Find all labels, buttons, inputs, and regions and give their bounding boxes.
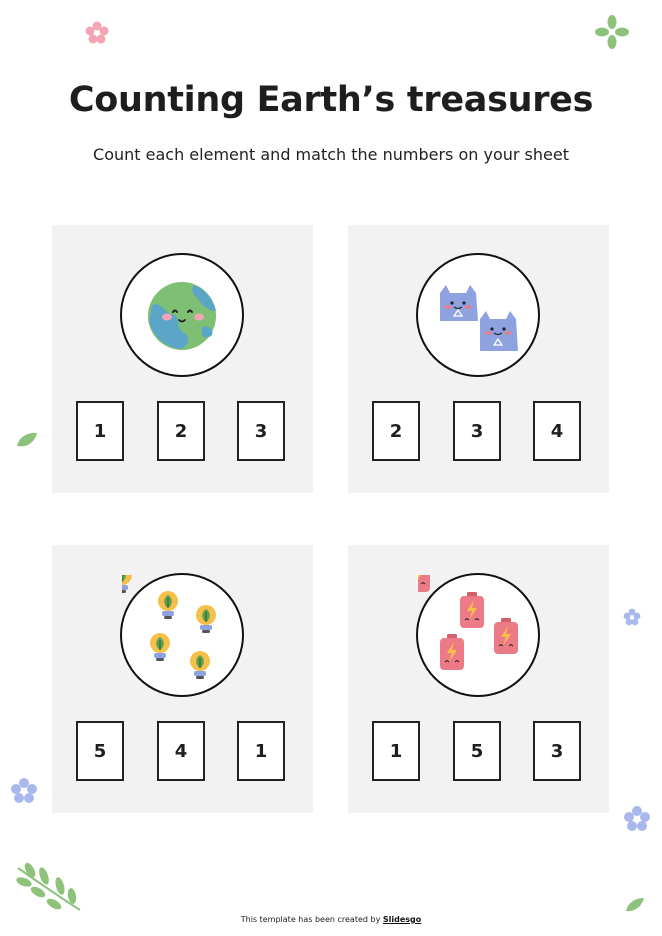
leaf-icon [624,896,646,914]
number-option-2[interactable]: 2 [372,401,420,461]
item-circle [416,573,540,697]
counting-card-lightbulbs [52,545,313,813]
item-circle [120,573,244,697]
recycling-bag-icon [418,255,538,375]
counting-card-bags [348,225,609,493]
number-option-3[interactable]: 3 [533,721,581,781]
eco-lightbulb-icon [122,575,242,695]
leaves-branch-icon [14,862,84,914]
page-title: Counting Earth’s treasures [68,80,594,120]
blue-flower-icon [623,608,641,626]
number-option-1[interactable]: 1 [237,721,285,781]
number-option-3[interactable]: 3 [453,401,501,461]
footer-text: This template has been created by [240,915,383,924]
number-option-1[interactable]: 1 [76,401,124,461]
number-option-5[interactable]: 5 [76,721,124,781]
leaf-icon [15,430,39,450]
earth-icon [122,255,242,375]
counting-card-earth [52,225,313,493]
counting-card-batteries [348,545,609,813]
pink-flower-icon [84,20,110,46]
blue-flower-icon [10,777,38,805]
number-option-1[interactable]: 1 [372,721,420,781]
number-option-4[interactable]: 4 [157,721,205,781]
number-option-3[interactable]: 3 [237,401,285,461]
number-option-2[interactable]: 2 [157,401,205,461]
page-subtitle: Count each element and match the numbers on your sheet [93,145,569,164]
blue-flower-icon [623,805,651,833]
item-circle [416,253,540,377]
battery-icon [418,575,538,695]
number-option-4[interactable]: 4 [533,401,581,461]
footer-credit [0,915,662,924]
green-flower-icon [595,15,629,49]
item-circle [120,253,244,377]
slidesgo-link[interactable]: Slidesgo [382,915,422,924]
number-option-5[interactable]: 5 [453,721,501,781]
